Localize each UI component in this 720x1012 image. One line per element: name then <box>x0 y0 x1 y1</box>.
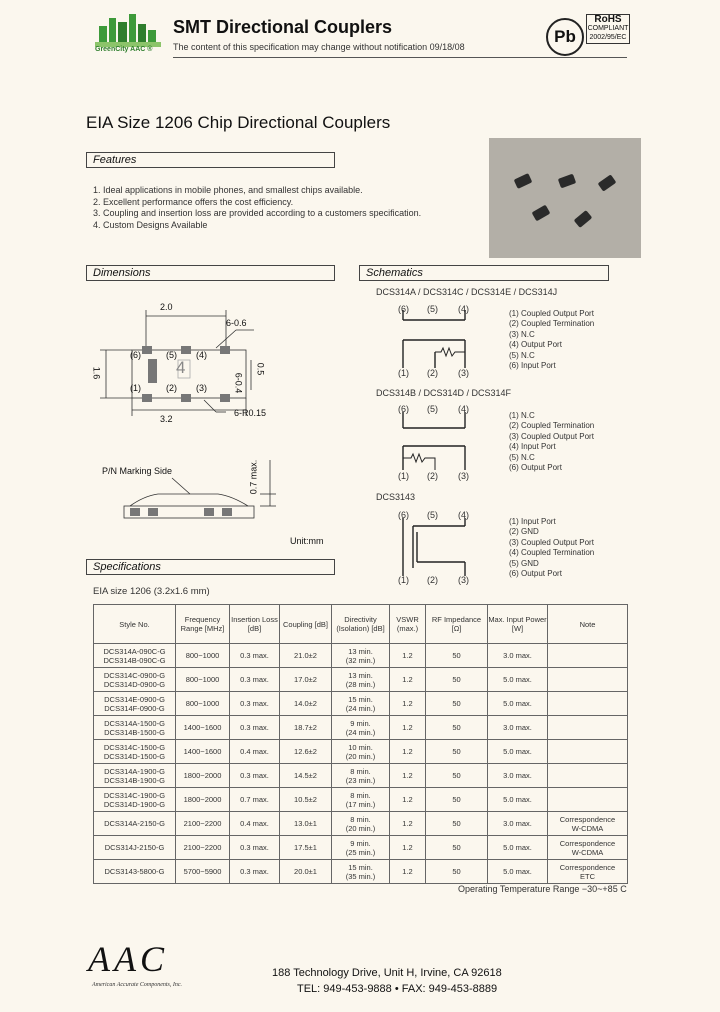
spec-cell-power: 5.0 max. <box>488 740 548 764</box>
spec-cell-vswr: 1.2 <box>390 860 426 884</box>
spec-cell-coupling: 18.7±2 <box>280 716 332 740</box>
top-pin-5: (5) <box>427 510 438 520</box>
company-address: 188 Technology Drive, Unit H, Irvine, CA 92618 <box>272 967 502 979</box>
spec-cell-power: 3.0 max. <box>488 644 548 668</box>
spec-cell-vswr: 1.2 <box>390 788 426 812</box>
col-frequency: Frequency Range [MHz] <box>176 605 230 644</box>
spec-cell-power: 3.0 max. <box>488 716 548 740</box>
spec-cell-freq: 2100~2200 <box>176 836 230 860</box>
spec-cell-coupling: 14.0±2 <box>280 692 332 716</box>
spec-cell-il: 0.3 max. <box>230 668 280 692</box>
spec-cell-power: 5.0 max. <box>488 836 548 860</box>
greencity-logo <box>93 12 165 56</box>
spec-cell-vswr: 1.2 <box>390 764 426 788</box>
pin-3-label: (3) <box>196 383 207 393</box>
product-photo <box>489 138 641 258</box>
bottom-pin-1: (1) <box>398 471 409 481</box>
spec-cell-coupling: 17.0±2 <box>280 668 332 692</box>
bottom-pin-1: (1) <box>398 575 409 585</box>
dim-length: 3.2 <box>160 414 173 424</box>
logo-text: GreenCity AAC ® <box>95 46 153 53</box>
spec-cell-power: 5.0 max. <box>488 692 548 716</box>
spec-subtitle: EIA size 1206 (3.2x1.6 mm) <box>93 586 210 597</box>
schematic-title: DCS314B / DCS314D / DCS314F <box>376 388 512 398</box>
bottom-pin-1: (1) <box>398 368 409 378</box>
col-directivity: Directivity (Isolation) [dB] <box>332 605 390 644</box>
pin-6-label: (6) <box>130 350 141 360</box>
spec-cell-dir: 15 min. (35 min.) <box>332 860 390 884</box>
spec-cell-vswr: 1.2 <box>390 644 426 668</box>
top-pin-5: (5) <box>427 304 438 314</box>
spec-cell-imp: 50 <box>426 644 488 668</box>
spec-row <box>94 812 628 836</box>
spec-cell-style: DCS314J-2150-G <box>94 836 176 860</box>
pin-list <box>509 309 594 371</box>
top-pin-4: (4) <box>458 510 469 520</box>
pin-item: (1) Coupled Output Port <box>509 309 594 318</box>
spec-cell-vswr: 1.2 <box>390 668 426 692</box>
spec-cell-style: DCS314E-0900-G DCS314F-0900-G <box>94 692 176 716</box>
schematic-diagram <box>395 310 475 368</box>
spec-cell-il: 0.3 max. <box>230 836 280 860</box>
operating-temperature: Operating Temperature Range −30~+85 C <box>458 884 627 894</box>
spec-row <box>94 860 628 884</box>
spec-cell-freq: 5700~5900 <box>176 860 230 884</box>
pin-item: (2) Coupled Termination <box>509 421 595 431</box>
specifications-heading: Specifications <box>86 559 335 575</box>
page-title: EIA Size 1206 Chip Directional Couplers <box>86 113 391 132</box>
spec-row <box>94 692 628 716</box>
spec-cell-coupling: 21.0±2 <box>280 644 332 668</box>
spec-row <box>94 644 628 668</box>
pin-1-label: (1) <box>130 383 141 393</box>
company-name: American Accurate Components, Inc. <box>92 982 183 988</box>
spec-cell-freq: 1800~2000 <box>176 788 230 812</box>
spec-cell-il: 0.3 max. <box>230 716 280 740</box>
dim-radius: 6-R0.15 <box>234 408 267 418</box>
rohs-line2: 2002/95/EC <box>589 34 627 41</box>
spec-cell-freq: 1400~1600 <box>176 740 230 764</box>
dim-height: 1.6 <box>91 366 102 380</box>
spec-cell-il: 0.3 max. <box>230 644 280 668</box>
spec-cell-style: DCS314A-090C-G DCS314B-090C-G <box>94 644 176 668</box>
spec-cell-freq: 2100~2200 <box>176 812 230 836</box>
dim-thickness: 0.7 max. <box>248 459 259 495</box>
spec-cell-il: 0.4 max. <box>230 740 280 764</box>
spec-cell-freq: 800~1000 <box>176 668 230 692</box>
schematic-title: DCS3143 <box>376 492 416 502</box>
spec-cell-coupling: 13.0±1 <box>280 812 332 836</box>
aac-logo: AAC <box>88 939 168 979</box>
spec-table <box>93 604 628 884</box>
pin-item: (5) N.C <box>509 452 535 462</box>
bottom-pin-3: (3) <box>458 575 469 585</box>
spec-cell-dir: 9 min. (25 min.) <box>332 836 390 860</box>
spec-cell-dir: 9 min. (24 min.) <box>332 716 390 740</box>
spec-row <box>94 836 628 860</box>
pin-item: (1) Input Port <box>509 517 556 526</box>
spec-cell-vswr: 1.2 <box>390 836 426 860</box>
spec-cell-note <box>548 764 628 788</box>
pn-marking-label: P/N Marking Side <box>102 466 173 476</box>
spec-cell-note <box>548 788 628 812</box>
bottom-pin-2: (2) <box>427 575 438 585</box>
feature-item: 4. Custom Designs Available <box>93 219 208 230</box>
spec-cell-imp: 50 <box>426 788 488 812</box>
spec-cell-dir: 10 min. (20 min.) <box>332 740 390 764</box>
spec-row <box>94 788 628 812</box>
top-pin-4: (4) <box>458 404 469 414</box>
spec-cell-note: Correspondence W-CDMA <box>548 812 628 836</box>
spec-cell-dir: 8 min. (23 min.) <box>332 764 390 788</box>
part-marking: 4 <box>176 358 186 377</box>
bottom-pin-3: (3) <box>458 368 469 378</box>
spec-cell-il: 0.3 max. <box>230 764 280 788</box>
spec-cell-dir: 8 min. (17 min.) <box>332 788 390 812</box>
spec-row <box>94 668 628 692</box>
bottom-pin-3: (3) <box>458 471 469 481</box>
dim-pad-width: 6-0.6 <box>226 318 247 328</box>
spec-cell-il: 0.3 max. <box>230 692 280 716</box>
spec-cell-style: DCS3143-5800-G <box>94 860 176 884</box>
spec-row <box>94 740 628 764</box>
dimensions-drawing <box>86 300 356 560</box>
pin-item: (6) Output Port <box>509 463 562 473</box>
company-contact: TEL: 949-453-9888 • FAX: 949-453-8889 <box>297 983 498 995</box>
spec-cell-imp: 50 <box>426 692 488 716</box>
feature-item: 2. Excellent performance offers the cost efficiency. <box>93 196 294 207</box>
spec-cell-note <box>548 692 628 716</box>
pin-item: (4) Output Port <box>509 340 562 350</box>
schematic-diagram <box>395 412 475 470</box>
spec-cell-power: 5.0 max. <box>488 860 548 884</box>
spec-cell-dir: 15 min. (24 min.) <box>332 692 390 716</box>
spec-header-row <box>94 605 628 644</box>
spec-cell-vswr: 1.2 <box>390 740 426 764</box>
pin-item: (6) Output Port <box>509 569 562 579</box>
col-insertion-loss: Insertion Loss [dB] <box>230 605 280 644</box>
pin-item: (5) GND <box>509 558 539 568</box>
spec-cell-style: DCS314C-0900-G DCS314D-0900-G <box>94 668 176 692</box>
spec-cell-note <box>548 716 628 740</box>
spec-cell-style: DCS314A-2150-G <box>94 812 176 836</box>
spec-cell-note <box>548 740 628 764</box>
spec-cell-power: 5.0 max. <box>488 788 548 812</box>
pin-item: (2) GND <box>509 527 539 537</box>
col-style: Style No. <box>94 605 176 644</box>
spec-cell-coupling: 14.5±2 <box>280 764 332 788</box>
pin-item: (6) Input Port <box>509 361 556 371</box>
spec-cell-note: Correspondence W-CDMA <box>548 836 628 860</box>
spec-cell-imp: 50 <box>426 860 488 884</box>
spec-cell-note: Correspondence ETC <box>548 860 628 884</box>
spec-cell-il: 0.7 max. <box>230 788 280 812</box>
spec-cell-coupling: 12.6±2 <box>280 740 332 764</box>
spec-cell-freq: 800~1000 <box>176 644 230 668</box>
spec-cell-style: DCS314A-1900-G DCS314B-1900-G <box>94 764 176 788</box>
schematic-diagram <box>395 518 475 576</box>
pin-item: (4) Input Port <box>509 442 556 452</box>
col-impedance: RF Impedance [Ω] <box>426 605 488 644</box>
features-list <box>93 185 421 231</box>
schematic-title: DCS314A / DCS314C / DCS314E / DCS314J <box>376 287 558 297</box>
pin-item: (3) Coupled Output Port <box>509 537 594 547</box>
unit-label: Unit:mm <box>290 536 324 546</box>
col-coupling: Coupling [dB] <box>280 605 332 644</box>
bottom-pin-2: (2) <box>427 368 438 378</box>
col-note: Note <box>548 605 628 644</box>
top-pin-5: (5) <box>427 404 438 414</box>
pin-list <box>509 411 594 473</box>
pin-item: (2) Coupled Termination <box>509 319 595 329</box>
dim-pad-height: 6-0.4 <box>233 372 244 394</box>
dim-pad-length: 0.5 <box>255 362 266 376</box>
rohs-title: RoHS <box>594 14 622 25</box>
spec-cell-vswr: 1.2 <box>390 716 426 740</box>
pin-list <box>509 517 594 579</box>
spec-row <box>94 716 628 740</box>
spec-cell-note <box>548 644 628 668</box>
pin-5-label: (5) <box>166 350 177 360</box>
chip-image <box>598 174 617 191</box>
spec-cell-note <box>548 668 628 692</box>
top-pin-6: (6) <box>398 404 409 414</box>
rohs-line1: COMPLIANT <box>587 25 629 32</box>
pin-item: (4) Coupled Termination <box>509 548 595 558</box>
pin-2-label: (2) <box>166 383 177 393</box>
spec-cell-vswr: 1.2 <box>390 812 426 836</box>
spec-cell-style: DCS314C-1900-G DCS314D-1900-G <box>94 788 176 812</box>
spec-cell-style: DCS314C-1500-G DCS314D-1500-G <box>94 740 176 764</box>
spec-cell-dir: 13 min. (28 min.) <box>332 668 390 692</box>
bottom-pin-2: (2) <box>427 471 438 481</box>
pin-item: (1) N.C <box>509 411 535 420</box>
spec-cell-imp: 50 <box>426 764 488 788</box>
top-pin-6: (6) <box>398 510 409 520</box>
revision-notice: The content of this specification may change without notification 09/18/08 <box>173 42 465 52</box>
spec-cell-style: DCS314A-1500-G DCS314B-1500-G <box>94 716 176 740</box>
schematics-heading: Schematics <box>359 265 609 281</box>
pin-4-label: (4) <box>196 350 207 360</box>
spec-cell-vswr: 1.2 <box>390 692 426 716</box>
spec-cell-freq: 800~1000 <box>176 692 230 716</box>
pb-free-badge: Pb <box>546 18 584 56</box>
feature-item: 3. Coupling and insertion loss are provided according to a customers specification. <box>93 208 422 219</box>
dimension-lines <box>86 300 356 560</box>
spec-cell-il: 0.4 max. <box>230 812 280 836</box>
spec-cell-power: 5.0 max. <box>488 668 548 692</box>
spec-cell-imp: 50 <box>426 668 488 692</box>
dimensions-heading: Dimensions <box>86 265 335 281</box>
pin-item: (5) N.C <box>509 350 535 360</box>
spec-cell-coupling: 20.0±1 <box>280 860 332 884</box>
pin-item: (3) Coupled Output Port <box>509 431 594 441</box>
header-divider <box>173 57 627 58</box>
col-vswr: VSWR (max.) <box>390 605 426 644</box>
spec-cell-freq: 1400~1600 <box>176 716 230 740</box>
spec-row <box>94 764 628 788</box>
chip-image <box>574 210 593 228</box>
feature-item: 1. Ideal applications in mobile phones, and smallest chips available. <box>93 185 363 195</box>
header-title: SMT Directional Couplers <box>173 17 393 37</box>
spec-cell-dir: 13 min. (32 min.) <box>332 644 390 668</box>
top-pin-4: (4) <box>458 304 469 314</box>
col-power: Max. Input Power [W] <box>488 605 548 644</box>
spec-cell-imp: 50 <box>426 812 488 836</box>
spec-cell-freq: 1800~2000 <box>176 764 230 788</box>
spec-cell-coupling: 17.5±1 <box>280 836 332 860</box>
rohs-badge <box>586 14 630 44</box>
spec-cell-imp: 50 <box>426 740 488 764</box>
spec-cell-power: 3.0 max. <box>488 812 548 836</box>
spec-cell-power: 3.0 max. <box>488 764 548 788</box>
spec-cell-coupling: 10.5±2 <box>280 788 332 812</box>
chip-image <box>532 205 551 222</box>
features-heading: Features <box>86 152 335 168</box>
spec-cell-imp: 50 <box>426 836 488 860</box>
dim-length-inner: 2.0 <box>160 302 173 312</box>
pin-item: (3) N.C <box>509 329 535 339</box>
spec-cell-imp: 50 <box>426 716 488 740</box>
chip-image <box>558 174 576 189</box>
chip-image <box>514 173 533 189</box>
spec-cell-il: 0.3 max. <box>230 860 280 884</box>
spec-cell-dir: 8 min. (20 min.) <box>332 812 390 836</box>
top-pin-6: (6) <box>398 304 409 314</box>
